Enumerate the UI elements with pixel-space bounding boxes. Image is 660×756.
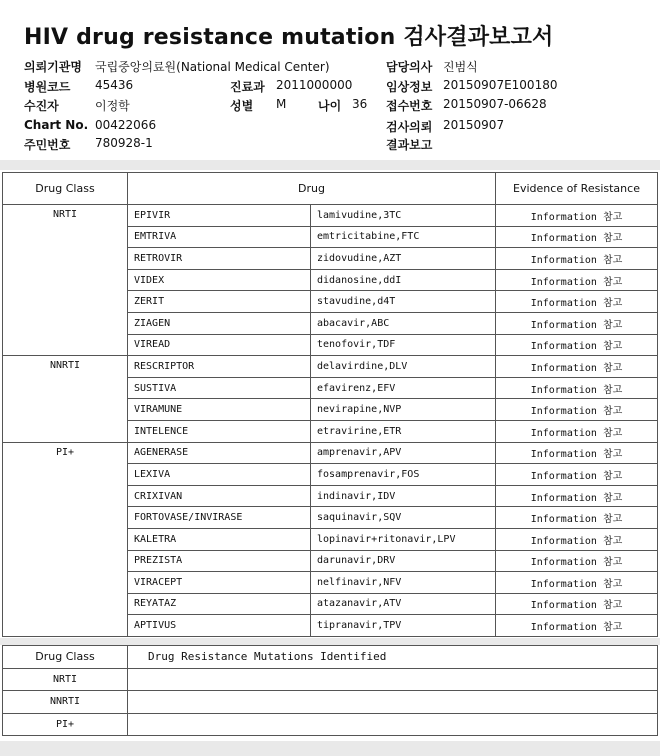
drug-resistance-table bbox=[2, 172, 658, 637]
mutations-cell bbox=[128, 691, 658, 714]
brand-name-cell: ZIAGEN bbox=[128, 312, 311, 334]
drug-class-cell: PI+ bbox=[3, 442, 128, 636]
brand-name-cell: SUSTIVA bbox=[128, 377, 311, 399]
evidence-header: Evidence of Resistance bbox=[496, 173, 658, 205]
drug-header: Drug bbox=[128, 173, 496, 205]
clinical-info-label: 임상정보 bbox=[386, 80, 433, 94]
hospital-code-value: 45436 bbox=[95, 78, 134, 92]
age-label: 나이 bbox=[318, 99, 342, 113]
drug-class-cell: NNRTI bbox=[3, 356, 128, 442]
generic-name-cell: nevirapine,NVP bbox=[311, 399, 496, 421]
evidence-cell: Information 참고 bbox=[496, 356, 658, 378]
generic-name-cell: delavirdine,DLV bbox=[311, 356, 496, 378]
mutation-class-cell: NRTI bbox=[3, 668, 128, 691]
section-divider bbox=[0, 160, 660, 170]
evidence-cell: Information 참고 bbox=[496, 572, 658, 594]
brand-name-cell: LEXIVA bbox=[128, 464, 311, 486]
drug-row bbox=[3, 442, 658, 464]
evidence-cell: Information 참고 bbox=[496, 377, 658, 399]
patient-label: 수진자 bbox=[24, 99, 59, 113]
brand-name-cell: VIDEX bbox=[128, 269, 311, 291]
mutation-class-cell: NNRTI bbox=[3, 691, 128, 714]
generic-name-cell: lamivudine,3TC bbox=[311, 205, 496, 227]
hospital-code-label: 병원코드 bbox=[24, 80, 71, 94]
generic-name-cell: didanosine,ddI bbox=[311, 269, 496, 291]
mutations-cell bbox=[128, 668, 658, 691]
section-divider bbox=[0, 638, 660, 645]
report-title: HIV drug resistance mutation 검사결과보고서 bbox=[24, 25, 554, 50]
brand-name-cell: RESCRIPTOR bbox=[128, 356, 311, 378]
chart-no-label: Chart No. bbox=[24, 118, 89, 132]
evidence-cell: Information 참고 bbox=[496, 399, 658, 421]
clinical-info-value: 20150907E100180 bbox=[443, 78, 558, 92]
sex-value: M bbox=[276, 97, 287, 111]
generic-name-cell: indinavir,IDV bbox=[311, 485, 496, 507]
request-date-value: 20150907 bbox=[443, 118, 505, 132]
brand-name-cell: EPIVIR bbox=[128, 205, 311, 227]
evidence-cell: Information 참고 bbox=[496, 269, 658, 291]
generic-name-cell: emtricitabine,FTC bbox=[311, 226, 496, 248]
drug-table-header-row bbox=[3, 173, 658, 205]
institution-label: 의뢰기관명 bbox=[24, 60, 82, 74]
generic-name-cell: amprenavir,APV bbox=[311, 442, 496, 464]
evidence-cell: Information 참고 bbox=[496, 334, 658, 356]
patient-info-section bbox=[0, 0, 660, 160]
brand-name-cell: VIRACEPT bbox=[128, 572, 311, 594]
resident-no-label: 주민번호 bbox=[24, 138, 71, 152]
evidence-cell: Information 참고 bbox=[496, 291, 658, 313]
evidence-cell: Information 참고 bbox=[496, 593, 658, 615]
brand-name-cell: PREZISTA bbox=[128, 550, 311, 572]
request-date-label: 검사의뢰 bbox=[386, 120, 433, 134]
brand-name-cell: INTELENCE bbox=[128, 420, 311, 442]
generic-name-cell: etravirine,ETR bbox=[311, 420, 496, 442]
institution-value: 국립중앙의료원(National Medical Center) bbox=[95, 60, 330, 74]
mutation-class-cell: PI+ bbox=[3, 713, 128, 736]
generic-name-cell: saquinavir,SQV bbox=[311, 507, 496, 529]
evidence-cell: Information 참고 bbox=[496, 205, 658, 227]
doctor-label: 담당의사 bbox=[386, 60, 433, 74]
generic-name-cell: zidovudine,AZT bbox=[311, 248, 496, 270]
brand-name-cell: REYATAZ bbox=[128, 593, 311, 615]
department-label: 진료과 bbox=[230, 80, 265, 94]
mutation-class-header: Drug Class bbox=[3, 646, 128, 669]
chart-no-value: 00422066 bbox=[95, 118, 157, 132]
report-date-label: 결과보고 bbox=[386, 138, 433, 152]
drug-row bbox=[3, 356, 658, 378]
doctor-value: 진범식 bbox=[443, 60, 478, 74]
brand-name-cell: VIRAMUNE bbox=[128, 399, 311, 421]
generic-name-cell: darunavir,DRV bbox=[311, 550, 496, 572]
drug-row bbox=[3, 205, 658, 227]
evidence-cell: Information 참고 bbox=[496, 528, 658, 550]
evidence-cell: Information 참고 bbox=[496, 442, 658, 464]
brand-name-cell: KALETRA bbox=[128, 528, 311, 550]
generic-name-cell: abacavir,ABC bbox=[311, 312, 496, 334]
mutations-header: Drug Resistance Mutations Identified bbox=[128, 646, 658, 669]
resident-no-value: 780928-1 bbox=[95, 136, 153, 150]
evidence-cell: Information 참고 bbox=[496, 507, 658, 529]
evidence-cell: Information 참고 bbox=[496, 550, 658, 572]
receipt-no-value: 20150907-06628 bbox=[443, 97, 547, 111]
mutation-table bbox=[2, 645, 658, 736]
brand-name-cell: AGENERASE bbox=[128, 442, 311, 464]
brand-name-cell: FORTOVASE/INVIRASE bbox=[128, 507, 311, 529]
brand-name-cell: APTIVUS bbox=[128, 615, 311, 637]
generic-name-cell: efavirenz,EFV bbox=[311, 377, 496, 399]
department-value: 2011000000 bbox=[276, 78, 353, 92]
mutation-table-header-row bbox=[3, 646, 658, 669]
brand-name-cell: CRIXIVAN bbox=[128, 485, 311, 507]
evidence-cell: Information 참고 bbox=[496, 248, 658, 270]
brand-name-cell: VIREAD bbox=[128, 334, 311, 356]
age-value: 36 bbox=[352, 97, 368, 111]
generic-name-cell: tenofovir,TDF bbox=[311, 334, 496, 356]
evidence-cell: Information 참고 bbox=[496, 420, 658, 442]
generic-name-cell: tipranavir,TPV bbox=[311, 615, 496, 637]
sex-label: 성별 bbox=[230, 99, 254, 113]
generic-name-cell: stavudine,d4T bbox=[311, 291, 496, 313]
brand-name-cell: EMTRIVA bbox=[128, 226, 311, 248]
evidence-cell: Information 참고 bbox=[496, 485, 658, 507]
mutation-row bbox=[3, 691, 658, 714]
receipt-no-label: 접수번호 bbox=[386, 99, 433, 113]
generic-name-cell: fosamprenavir,FOS bbox=[311, 464, 496, 486]
mutations-cell bbox=[128, 713, 658, 736]
evidence-cell: Information 참고 bbox=[496, 226, 658, 248]
mutation-row bbox=[3, 713, 658, 736]
drug-class-header: Drug Class bbox=[3, 173, 128, 205]
mutation-row bbox=[3, 668, 658, 691]
generic-name-cell: atazanavir,ATV bbox=[311, 593, 496, 615]
brand-name-cell: RETROVIR bbox=[128, 248, 311, 270]
generic-name-cell: lopinavir+ritonavir,LPV bbox=[311, 528, 496, 550]
evidence-cell: Information 참고 bbox=[496, 615, 658, 637]
page-bottom-margin bbox=[0, 741, 660, 756]
patient-value: 이정학 bbox=[95, 99, 130, 113]
evidence-cell: Information 참고 bbox=[496, 464, 658, 486]
generic-name-cell: nelfinavir,NFV bbox=[311, 572, 496, 594]
brand-name-cell: ZERIT bbox=[128, 291, 311, 313]
evidence-cell: Information 참고 bbox=[496, 312, 658, 334]
drug-class-cell: NRTI bbox=[3, 205, 128, 356]
